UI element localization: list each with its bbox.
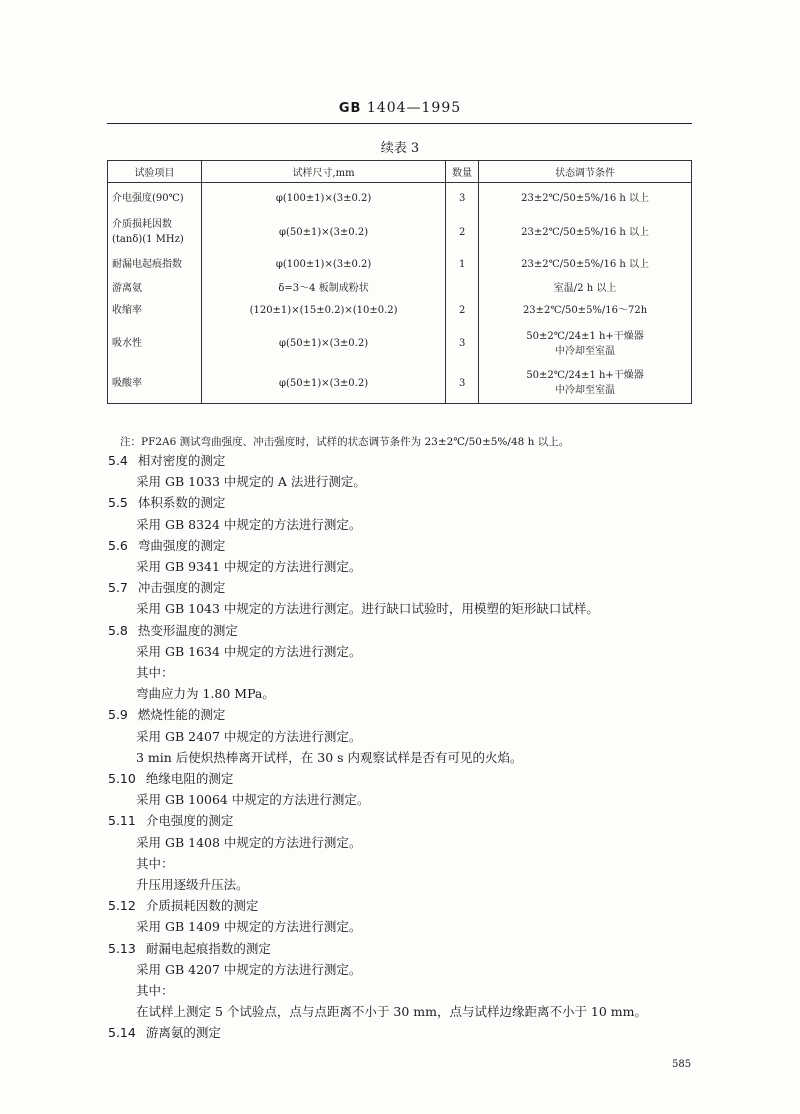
table-row bbox=[108, 324, 692, 364]
table-row bbox=[108, 298, 692, 324]
paragraph-text: 升压用逐级升压法。 bbox=[136, 877, 249, 892]
cell-specimen-size: (120±1)×(15±0.2)×(10±0.2) bbox=[202, 298, 446, 324]
paragraph-line bbox=[136, 684, 275, 702]
section-heading bbox=[108, 769, 233, 787]
standard-prefix: GB bbox=[338, 101, 362, 116]
cell-quantity: 2 bbox=[446, 298, 479, 324]
section-number: 5.14 bbox=[108, 1025, 136, 1041]
table-row bbox=[108, 364, 692, 404]
paragraph-line bbox=[136, 790, 369, 808]
cell-quantity bbox=[446, 279, 479, 298]
header-rule bbox=[107, 123, 692, 124]
spec-table bbox=[107, 160, 692, 404]
table-row bbox=[108, 279, 692, 298]
paragraph-text: 弯曲应力为 1.80 MPa。 bbox=[136, 686, 275, 702]
paragraph-line bbox=[136, 472, 366, 490]
cell-test-item: 介质损耗因数 (tanδ)(1 MHz) bbox=[108, 214, 202, 251]
cell-quantity: 3 bbox=[446, 364, 479, 404]
section-number: 5.9 bbox=[108, 707, 128, 723]
paragraph-text: 采用 GB 1043 中规定的方法进行测定。进行缺口试验时，用模塑的矩形缺口试样。 bbox=[136, 601, 599, 617]
section-heading bbox=[108, 578, 225, 596]
section-title: 耐漏电起痕指数的测定 bbox=[145, 940, 271, 956]
section-title: 弯曲强度的测定 bbox=[137, 537, 226, 553]
section-number: 5.7 bbox=[108, 580, 128, 596]
cell-conditioning: 23±2℃/50±5%/16～72h bbox=[479, 298, 692, 324]
cell-conditioning: 50±2℃/24±1 h+干燥器 中冷却至室温 bbox=[479, 364, 692, 404]
col-header-item: 试验项目 bbox=[108, 161, 202, 183]
paragraph-line bbox=[136, 515, 361, 533]
paragraph-line bbox=[136, 875, 249, 893]
paragraph-line bbox=[136, 981, 174, 999]
cell-conditioning: 23±2℃/50±5%/16 h 以上 bbox=[479, 183, 692, 214]
cell-quantity: 3 bbox=[446, 183, 479, 214]
cell-specimen-size: δ=3～4 板制成粉状 bbox=[202, 279, 446, 298]
table-row bbox=[108, 183, 692, 214]
table-row bbox=[108, 214, 692, 251]
paragraph-text: 在试样上测定 5 个试验点，点与点距离不小于 30 mm，点与试样边缘距离不小于 10 mm。 bbox=[136, 1004, 648, 1020]
table-caption: 续表 3 bbox=[380, 141, 420, 156]
section-number: 5.10 bbox=[108, 771, 136, 786]
paragraph-text: 采用 GB 1033 中规定的 A 法进行测定。 bbox=[136, 474, 366, 490]
paragraph-text: 其中： bbox=[136, 855, 174, 871]
cell-quantity: 3 bbox=[446, 324, 479, 364]
paragraph-text: 采用 GB 8324 中规定的方法进行测定。 bbox=[136, 516, 362, 532]
cell-specimen-size: φ(50±1)×(3±0.2) bbox=[202, 364, 446, 404]
cell-test-item: 游离氨 bbox=[108, 279, 202, 298]
paragraph-line bbox=[136, 854, 174, 872]
table-row bbox=[108, 251, 692, 279]
section-number: 5.11 bbox=[108, 813, 136, 829]
paragraph-line bbox=[136, 727, 361, 745]
section-heading bbox=[108, 1023, 221, 1041]
paragraph-line bbox=[136, 917, 361, 935]
section-number: 5.8 bbox=[108, 622, 128, 638]
section-heading bbox=[108, 451, 225, 469]
cell-test-item: 吸水性 bbox=[108, 324, 202, 364]
cell-conditioning: 50±2℃/24±1 h+干燥器 中冷却至室温 bbox=[479, 324, 692, 364]
section-title: 热变形温度的测定 bbox=[137, 622, 238, 638]
paragraph-text: 采用 GB 10064 中规定的方法进行测定。 bbox=[136, 792, 370, 808]
section-heading bbox=[108, 811, 233, 829]
section-title: 介质损耗因数的测定 bbox=[145, 898, 259, 914]
section-title: 游离氨的测定 bbox=[145, 1025, 221, 1041]
section-title: 相对密度的测定 bbox=[137, 453, 226, 468]
cell-conditioning: 23±2℃/50±5%/16 h 以上 bbox=[479, 251, 692, 279]
cell-specimen-size: φ(50±1)×(3±0.2) bbox=[202, 324, 446, 364]
section-heading bbox=[108, 493, 225, 511]
section-title: 绝缘电阻的测定 bbox=[145, 771, 234, 786]
col-header-conditioning: 状态调节条件 bbox=[479, 161, 692, 183]
section-title: 冲击强度的测定 bbox=[137, 580, 226, 596]
paragraph-line bbox=[136, 599, 599, 617]
paragraph-text: 采用 GB 1408 中规定的方法进行测定。 bbox=[136, 834, 362, 850]
standard-number: 1404—1995 bbox=[366, 100, 462, 116]
paragraph-line bbox=[136, 1002, 647, 1020]
section-number: 5.13 bbox=[108, 940, 136, 956]
section-number: 5.5 bbox=[108, 495, 128, 511]
paragraph-text: 采用 GB 9341 中规定的方法进行测定。 bbox=[136, 559, 362, 574]
section-heading bbox=[108, 896, 258, 914]
page-number: 585 bbox=[672, 1059, 692, 1070]
paragraph-line bbox=[136, 557, 361, 575]
paragraph-text: 采用 GB 2407 中规定的方法进行测定。 bbox=[136, 728, 362, 744]
paragraph-text: 其中： bbox=[136, 983, 174, 998]
paragraph-line bbox=[136, 833, 361, 851]
paragraph-text: 采用 GB 1409 中规定的方法进行测定。 bbox=[136, 919, 362, 935]
cell-test-item: 介电强度(90℃) bbox=[108, 183, 202, 214]
cell-conditioning: 室温/2 h 以上 bbox=[479, 279, 692, 298]
cell-test-item: 吸酸率 bbox=[108, 364, 202, 404]
table-header-row bbox=[108, 161, 692, 183]
cell-specimen-size: φ(100±1)×(3±0.2) bbox=[202, 251, 446, 279]
page-header bbox=[0, 100, 800, 116]
paragraph-text: 其中： bbox=[136, 665, 174, 680]
section-number: 5.12 bbox=[108, 898, 136, 914]
section-number: 5.6 bbox=[108, 537, 128, 553]
section-title: 体积系数的测定 bbox=[137, 495, 226, 511]
col-header-size: 试样尺寸,mm bbox=[202, 161, 446, 183]
paragraph-line bbox=[136, 960, 361, 978]
section-heading bbox=[108, 621, 238, 639]
table-note: 注：PF2A6 测试弯曲强度、冲击强度时，试样的状态调节条件为 23±2℃/50±5%/48 h 以上。 bbox=[120, 436, 570, 448]
paragraph-text: 采用 GB 4207 中规定的方法进行测定。 bbox=[136, 961, 362, 977]
cell-specimen-size: φ(100±1)×(3±0.2) bbox=[202, 183, 446, 214]
cell-conditioning: 23±2℃/50±5%/16 h 以上 bbox=[479, 214, 692, 251]
paragraph-line bbox=[136, 748, 523, 766]
cell-test-item: 耐漏电起痕指数 bbox=[108, 251, 202, 279]
section-heading bbox=[108, 939, 271, 957]
section-title: 燃烧性能的测定 bbox=[137, 707, 226, 723]
cell-test-item: 收缩率 bbox=[108, 298, 202, 324]
cell-specimen-size: φ(50±1)×(3±0.2) bbox=[202, 214, 446, 251]
cell-quantity: 1 bbox=[446, 251, 479, 279]
paragraph-line bbox=[136, 642, 361, 660]
paragraph-text: 3 min 后使炽热棒离开试样，在 30 s 内观察试样是否有可见的火焰。 bbox=[136, 749, 523, 765]
section-heading bbox=[108, 705, 225, 723]
paragraph-text: 采用 GB 1634 中规定的方法进行测定。 bbox=[136, 643, 362, 659]
paragraph-line bbox=[136, 663, 174, 681]
section-title: 介电强度的测定 bbox=[145, 813, 234, 829]
section-number: 5.4 bbox=[108, 453, 128, 468]
cell-quantity: 2 bbox=[446, 214, 479, 251]
col-header-qty: 数量 bbox=[446, 161, 479, 183]
section-heading bbox=[108, 536, 225, 554]
